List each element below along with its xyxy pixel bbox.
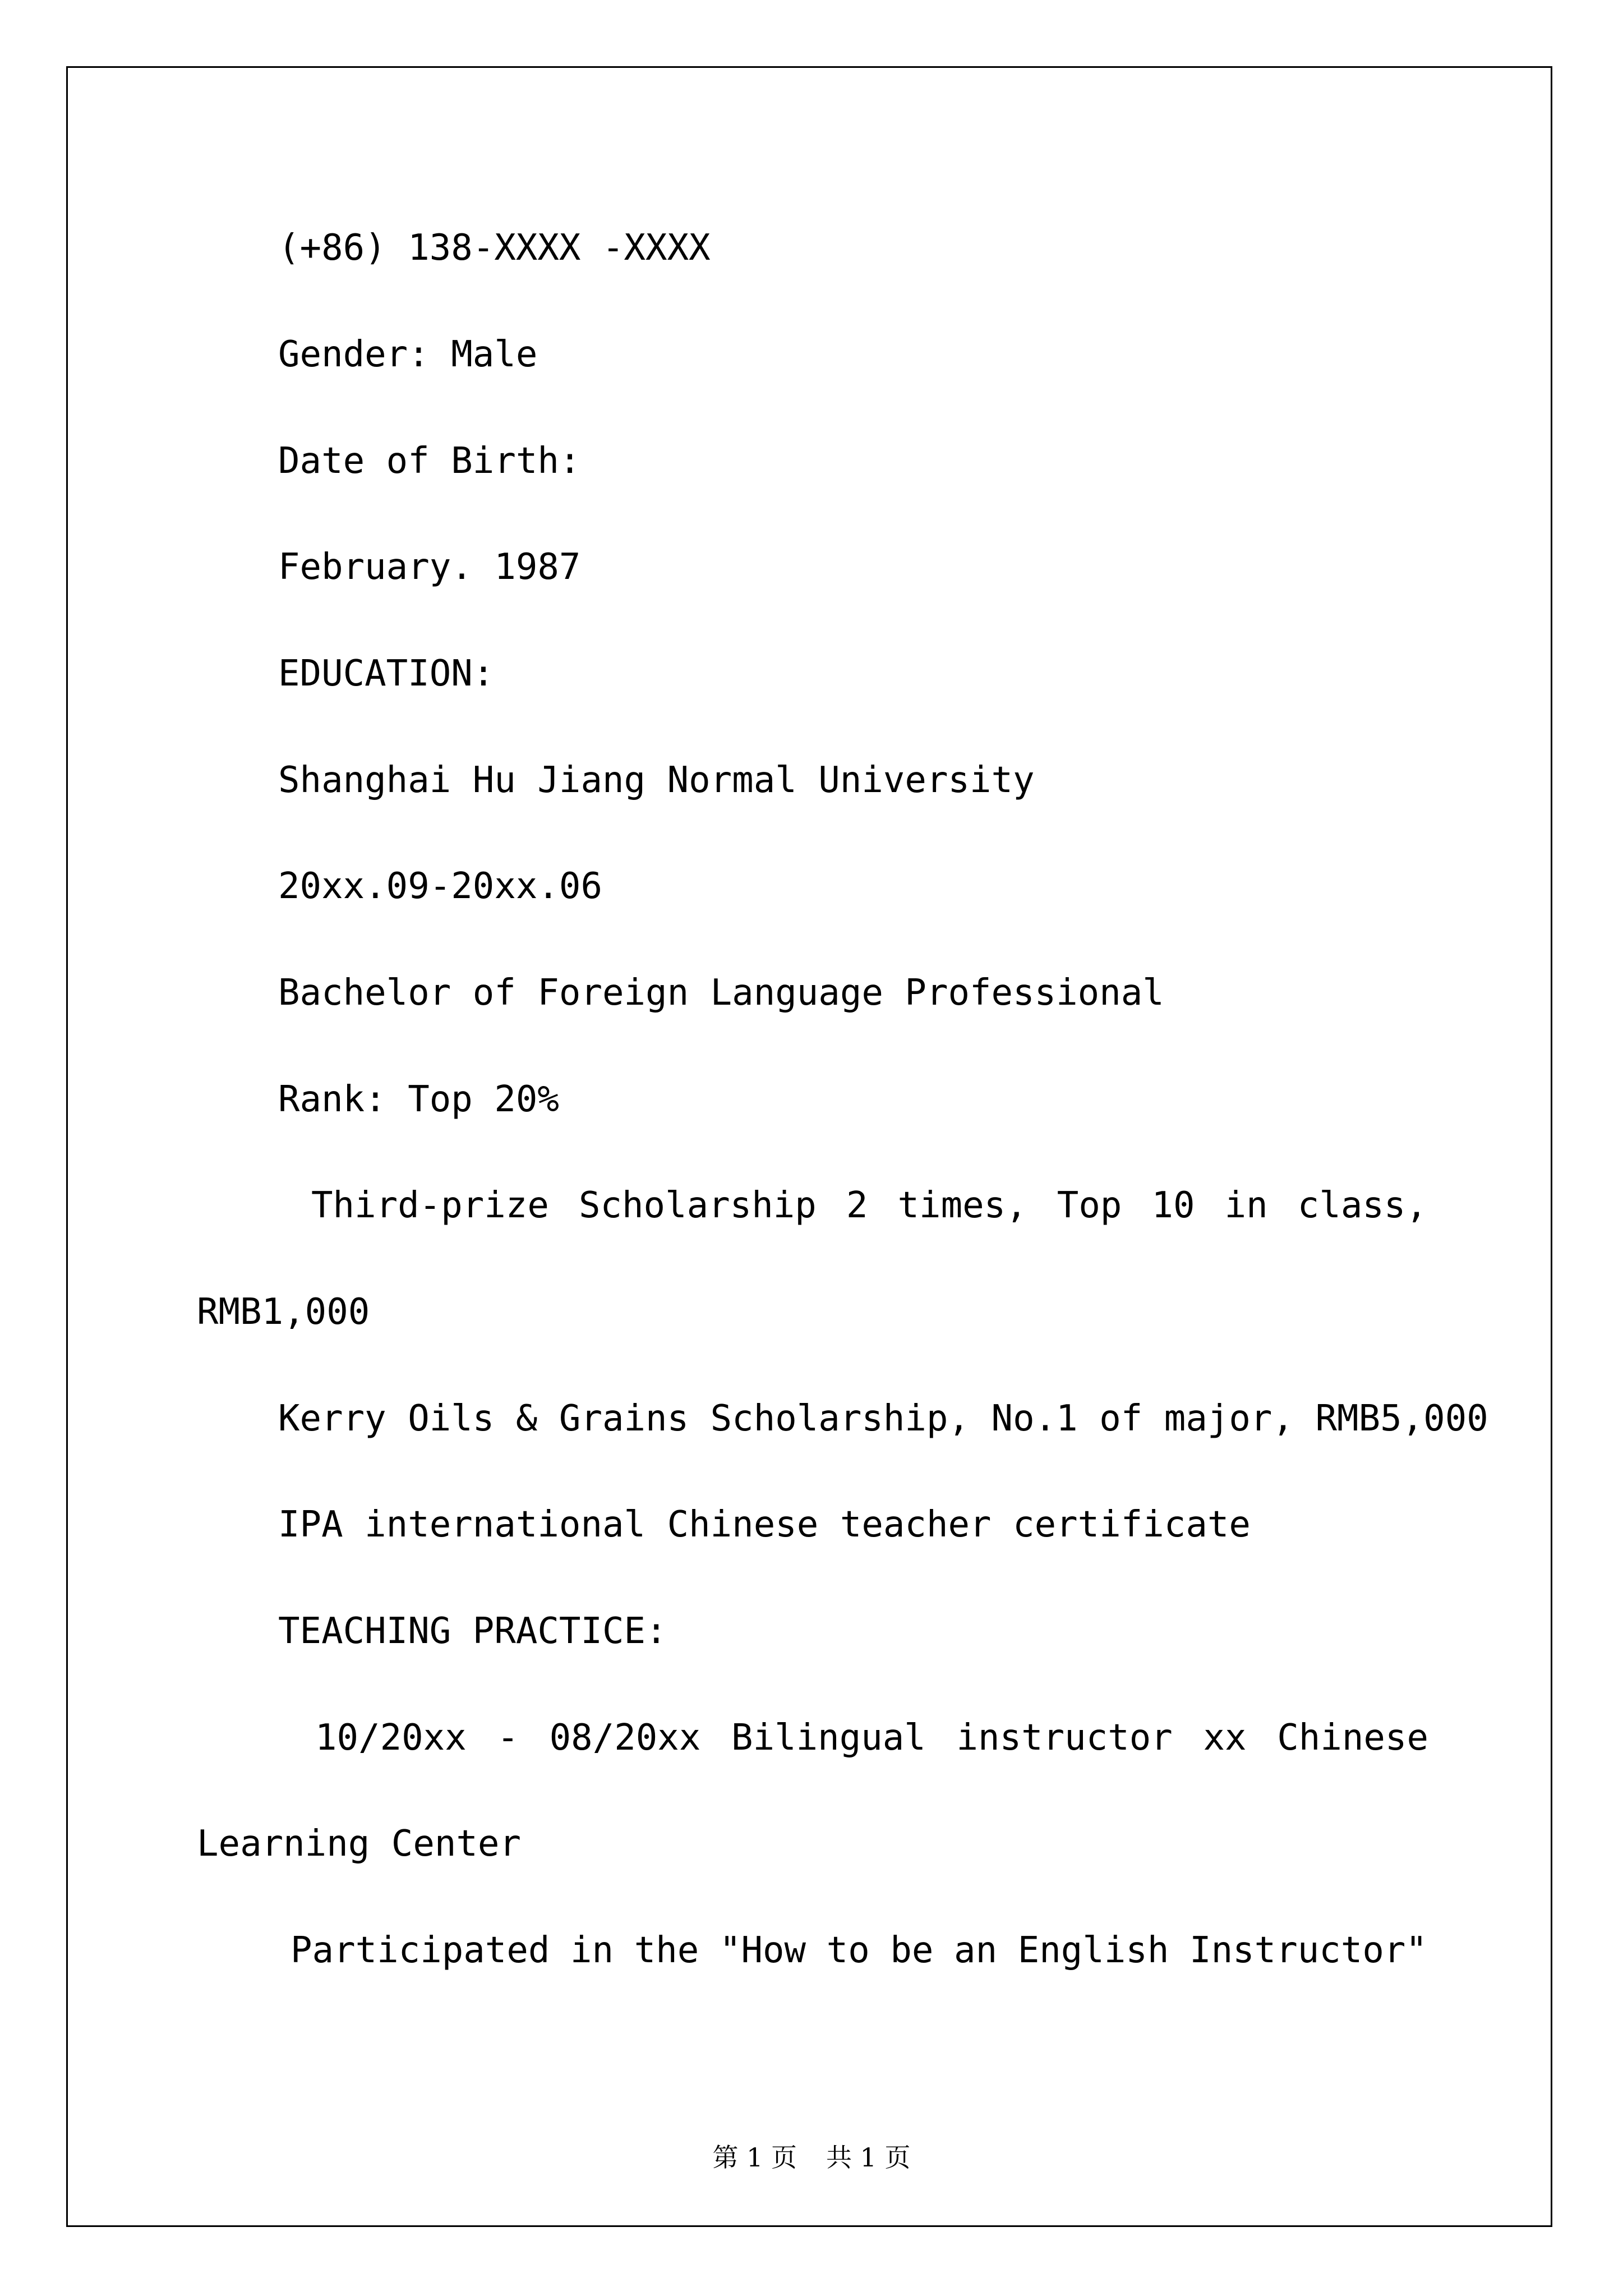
word: Chinese — [1277, 1717, 1428, 1759]
word: 2 — [846, 1185, 868, 1226]
word: instructor — [956, 1717, 1173, 1759]
word: to — [826, 1930, 870, 1971]
word: be — [890, 1930, 934, 1971]
university: Shanghai Hu Jiang Normal University — [278, 760, 1035, 801]
word: 10 — [1151, 1185, 1195, 1226]
scholarship-line-2: Kerry Oils & Grains Scholarship, No.1 of major, RMB5,000 — [278, 1398, 1488, 1439]
certificate: IPA international Chinese teacher certificate — [278, 1504, 1251, 1545]
education-heading: EDUCATION: — [278, 653, 495, 694]
page-total: 共 1 页 — [826, 2142, 911, 2173]
job-line-cont: Learning Center — [197, 1823, 521, 1865]
word: - — [497, 1717, 519, 1759]
page-number: 第 1 页 — [712, 2142, 797, 2173]
word: Top — [1057, 1185, 1122, 1226]
word: Instructor" — [1189, 1930, 1427, 1971]
word: Third-prize — [311, 1185, 549, 1226]
word: in — [1224, 1185, 1268, 1226]
page-border — [66, 66, 1552, 2227]
study-period: 20xx.09-20xx.06 — [278, 866, 602, 907]
word: in — [570, 1930, 614, 1971]
dob-label: Date of Birth: — [278, 440, 581, 482]
word: "How — [719, 1930, 806, 1971]
rank: Rank: Top 20% — [278, 1079, 559, 1120]
job-line — [315, 1717, 1428, 1759]
word: English — [1017, 1930, 1169, 1971]
participated-line — [291, 1930, 1427, 1971]
word: times, — [897, 1185, 1027, 1226]
word: xx — [1203, 1717, 1247, 1759]
page-footer — [0, 2137, 1623, 2174]
phone-number: (+86) 138-XXXX -XXXX — [278, 227, 711, 269]
word: Scholarship — [578, 1185, 817, 1226]
teaching-heading: TEACHING PRACTICE: — [278, 1611, 667, 1652]
word: 08/20xx — [549, 1717, 701, 1759]
scholarship-line-1-cont: RMB1,000 — [197, 1291, 370, 1333]
word: Bilingual — [731, 1717, 926, 1759]
word: Participated — [291, 1930, 550, 1971]
word: an — [954, 1930, 998, 1971]
word: the — [634, 1930, 699, 1971]
word: 10/20xx — [315, 1717, 467, 1759]
dob-value: February. 1987 — [278, 546, 581, 588]
gender: Gender: Male — [278, 334, 538, 375]
word: class, — [1297, 1185, 1427, 1226]
degree: Bachelor of Foreign Language Professional — [278, 972, 1164, 1014]
scholarship-line-1 — [311, 1185, 1427, 1226]
